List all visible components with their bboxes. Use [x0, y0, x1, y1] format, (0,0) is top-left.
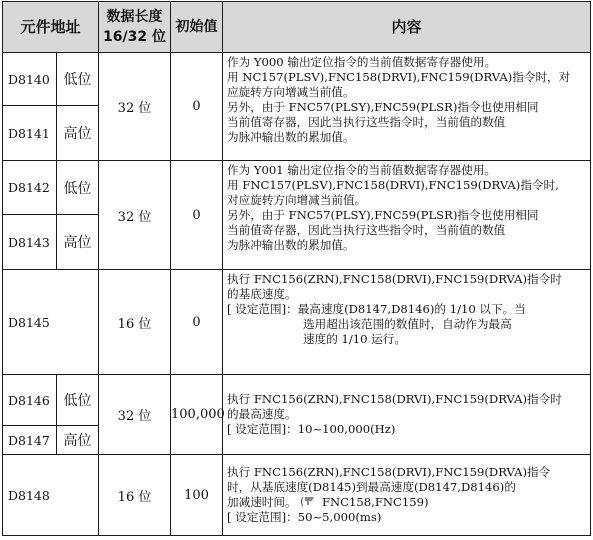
data-length-cell: 16 位: [99, 270, 171, 375]
header-data-length: [99, 2, 171, 53]
data-length-cell: 32 位: [99, 375, 171, 455]
content-line: [ 设定范围]：50~5,000(ms): [227, 510, 382, 524]
header-address: 元件地址: [3, 2, 99, 53]
initial-value-cell: 100: [171, 455, 223, 536]
address-cell: D8143: [3, 215, 57, 270]
content-cell: [223, 161, 591, 270]
content-line: 用 NC157(PLSV),FNC158(DRVI),FNC159(DRVA)指令时，对: [227, 70, 571, 84]
content-line: [ 设定范围]：最高速度(D8147,D8146)的 1/10 以下。当: [227, 302, 526, 316]
content-cell: [223, 53, 591, 161]
address-cell: D8146: [3, 375, 57, 426]
content-line: 作为 Y000 输出定位指令的当前值数据寄存器使用。: [227, 55, 497, 69]
content-line: 速度的 1/10 运行。: [303, 332, 406, 346]
reference-icon: [300, 495, 322, 509]
initial-value-cell: 0: [171, 270, 223, 375]
address-cell: D8145: [3, 270, 99, 375]
table-row: [3, 375, 591, 426]
word-position-cell: 低位: [57, 375, 99, 426]
content-line: 对应旋转方向增减当前值。: [227, 193, 367, 207]
data-length-cell: 16 位: [99, 455, 171, 536]
content-line: 执行 FNC156(ZRN),FNC158(DRVI),FNC159(DRVA)指令时: [227, 272, 562, 286]
initial-value-cell: 100,000: [171, 375, 223, 455]
content-line: 为脉冲输出数的累加值。: [227, 130, 355, 144]
content-line: 另外，由于 FNC57(PLSY),FNC59(PLSR)指令也使用相同: [227, 208, 539, 222]
content-line: 加减速时间。: [227, 495, 297, 509]
header-data-length-line2: 16/32 位: [103, 29, 166, 45]
word-position-cell: 低位: [57, 161, 99, 215]
content-line: 另外，由于 FNC57(PLSY),FNC59(PLSR)指令也使用相同: [227, 100, 539, 114]
word-position-cell: 高位: [57, 215, 99, 270]
content-cell: [223, 455, 591, 536]
content-line: 当前值寄存器，因此当执行这些指令时，当前值的数值: [227, 115, 506, 129]
address-cell: D8147: [3, 426, 57, 455]
content-line: 应旋转方向增减当前值。: [227, 85, 355, 99]
content-line: 的基底速度。: [227, 287, 297, 301]
content-line: 用 FNC157(PLSV),FNC158(DRVI),FNC159(DRVA)指令时,: [227, 178, 559, 192]
address-cell: D8142: [3, 161, 57, 215]
word-position-cell: 高位: [57, 106, 99, 161]
table-row: [3, 161, 591, 215]
address-cell: D8140: [3, 53, 57, 106]
data-length-cell: 32 位: [99, 161, 171, 270]
content-line-with-reference: [227, 495, 586, 510]
word-position-cell: 高位: [57, 426, 99, 455]
table-row: [3, 53, 591, 106]
address-cell: D8141: [3, 106, 57, 161]
initial-value-cell: 0: [171, 53, 223, 161]
address-cell: D8148: [3, 455, 99, 536]
content-line: FNC158,FNC159): [321, 495, 429, 509]
table-row: [3, 455, 591, 536]
content-cell: [223, 270, 591, 375]
table-row: [3, 270, 591, 375]
header-data-length-line1: 数据长度: [106, 9, 163, 25]
content-line: 时，从基底速度(D8145)到最高速度(D8147,D8146)的: [227, 480, 516, 494]
header-content: 内容: [223, 2, 591, 53]
special-register-table: [2, 1, 591, 536]
content-line: 执行 FNC156(ZRN),FNC158(DRVI),FNC159(DRVA)指令: [227, 465, 551, 479]
initial-value-cell: 0: [171, 161, 223, 270]
header-initial: 初始值: [171, 2, 223, 53]
content-line: 作为 Y001 输出定位指令的当前值数据寄存器使用。: [227, 163, 497, 177]
content-line: 执行 FNC156(ZRN),FNC158(DRVI),FNC159(DRVA)指令时: [227, 392, 562, 406]
word-position-cell: 低位: [57, 53, 99, 106]
content-cell: [223, 375, 591, 455]
content-line: 当前值寄存器，因此当执行这些指令时，当前值的数值: [227, 223, 506, 237]
data-length-cell: 32 位: [99, 53, 171, 161]
header-row: [3, 2, 591, 53]
content-line: 选用超出该范围的数值时，自动作为最高: [303, 317, 512, 331]
content-line: 的最高速度。: [227, 407, 297, 421]
svg-text:(: (: [300, 495, 305, 507]
content-line: 为脉冲输出数的累加值。: [227, 238, 355, 252]
content-line: [ 设定范围]：10~100,000(Hz): [227, 422, 396, 436]
